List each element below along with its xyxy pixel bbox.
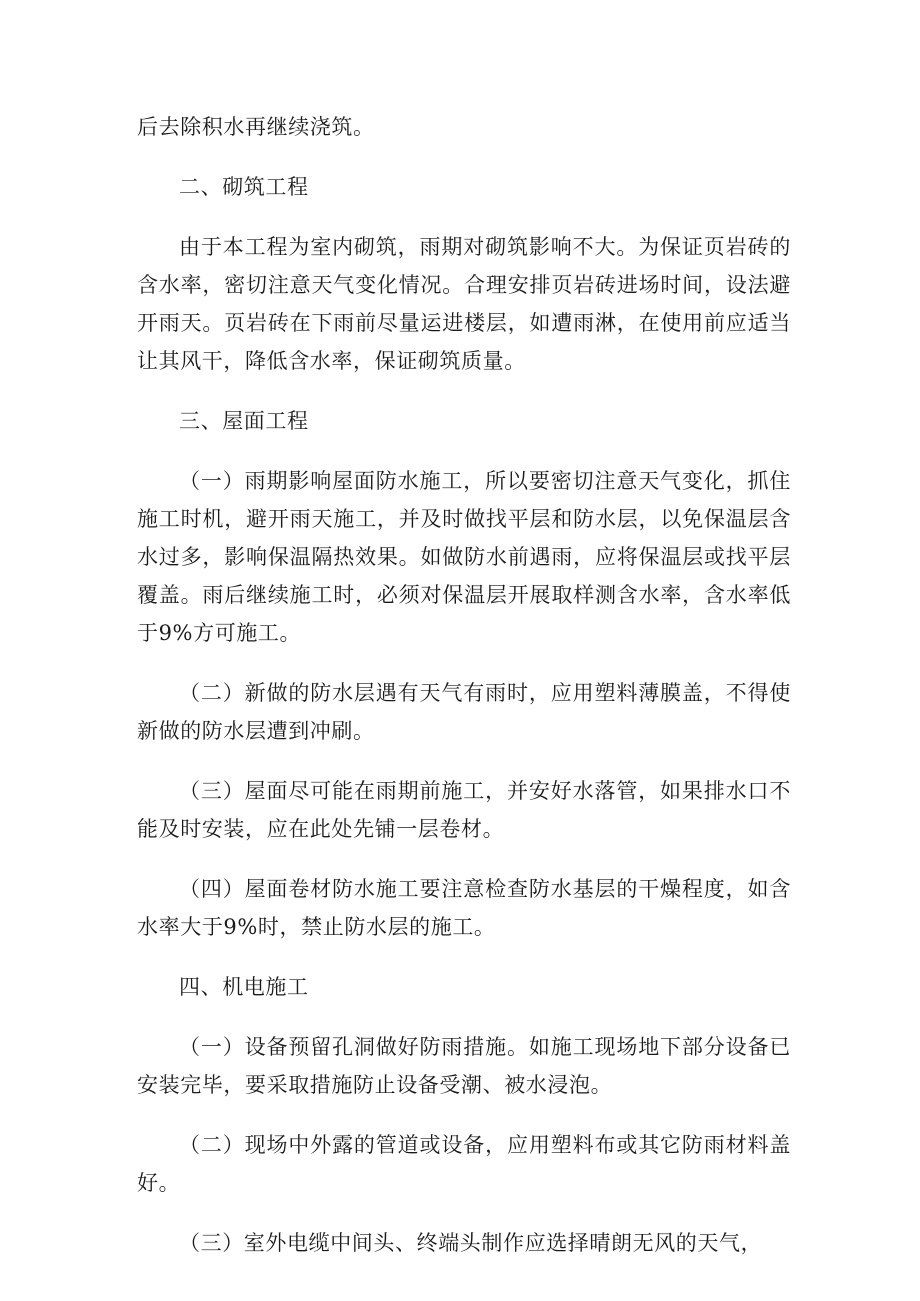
paragraph-masonry: 由于本工程为室内砌筑，雨期对砌筑影响不大。为保证页岩砖的含水率，密切注意天气变化情况。合理安排页岩砖进场时间，设法避开雨天。页岩砖在下雨前尽量运进楼层，如遭雨淋，在使用前应适当让其风干，降低含水率，保证砌筑质量。 [137, 235, 791, 373]
paragraph-roofing-4: （四）屋面卷材防水施工要注意检查防水基层的干燥程度，如含水率大于9%时，禁止防水层的施工。 [137, 877, 791, 939]
paragraph-mep-3: （三）室外电缆中间头、终端头制作应选择晴朗无风的天气， [179, 1231, 763, 1255]
document-body [137, 108, 791, 1284]
paragraph-roofing-2: （二）新做的防水层遇有天气有雨时，应用塑料薄膜盖，不得使新做的防水层遭到冲刷。 [137, 681, 791, 743]
section-heading-mep: 四、机电施工 [179, 975, 309, 999]
paragraph-mep-1: （一）设备预留孔洞做好防雨措施。如施工现场地下部分设备已安装完毕，要采取措施防止设备受潮、被水浸泡。 [137, 1035, 791, 1097]
paragraph-roofing-3: （三）屋面尽可能在雨期前施工，并安好水落管，如果排水口不能及时安装，应在此处先铺一层卷材。 [137, 779, 791, 841]
section-heading-masonry: 二、砌筑工程 [179, 175, 309, 199]
paragraph-roofing-1: （一）雨期影响屋面防水施工，所以要密切注意天气变化，抓住施工时机，避开雨天施工，并及时做找平层和防水层，以免保温层含水过多，影响保温隔热效果。如做防水前遇雨，应将保温层或找平层覆盖。雨后继续施工时，必须对保温层开展取样测含水率，含水率低于9%方可施工。 [137, 469, 791, 645]
section-heading-roofing: 三、屋面工程 [179, 409, 309, 433]
paragraph-continuation: 后去除积水再继续浇筑。 [137, 115, 375, 139]
paragraph-mep-2: （二）现场中外露的管道或设备，应用塑料布或其它防雨材料盖好。 [137, 1133, 791, 1195]
